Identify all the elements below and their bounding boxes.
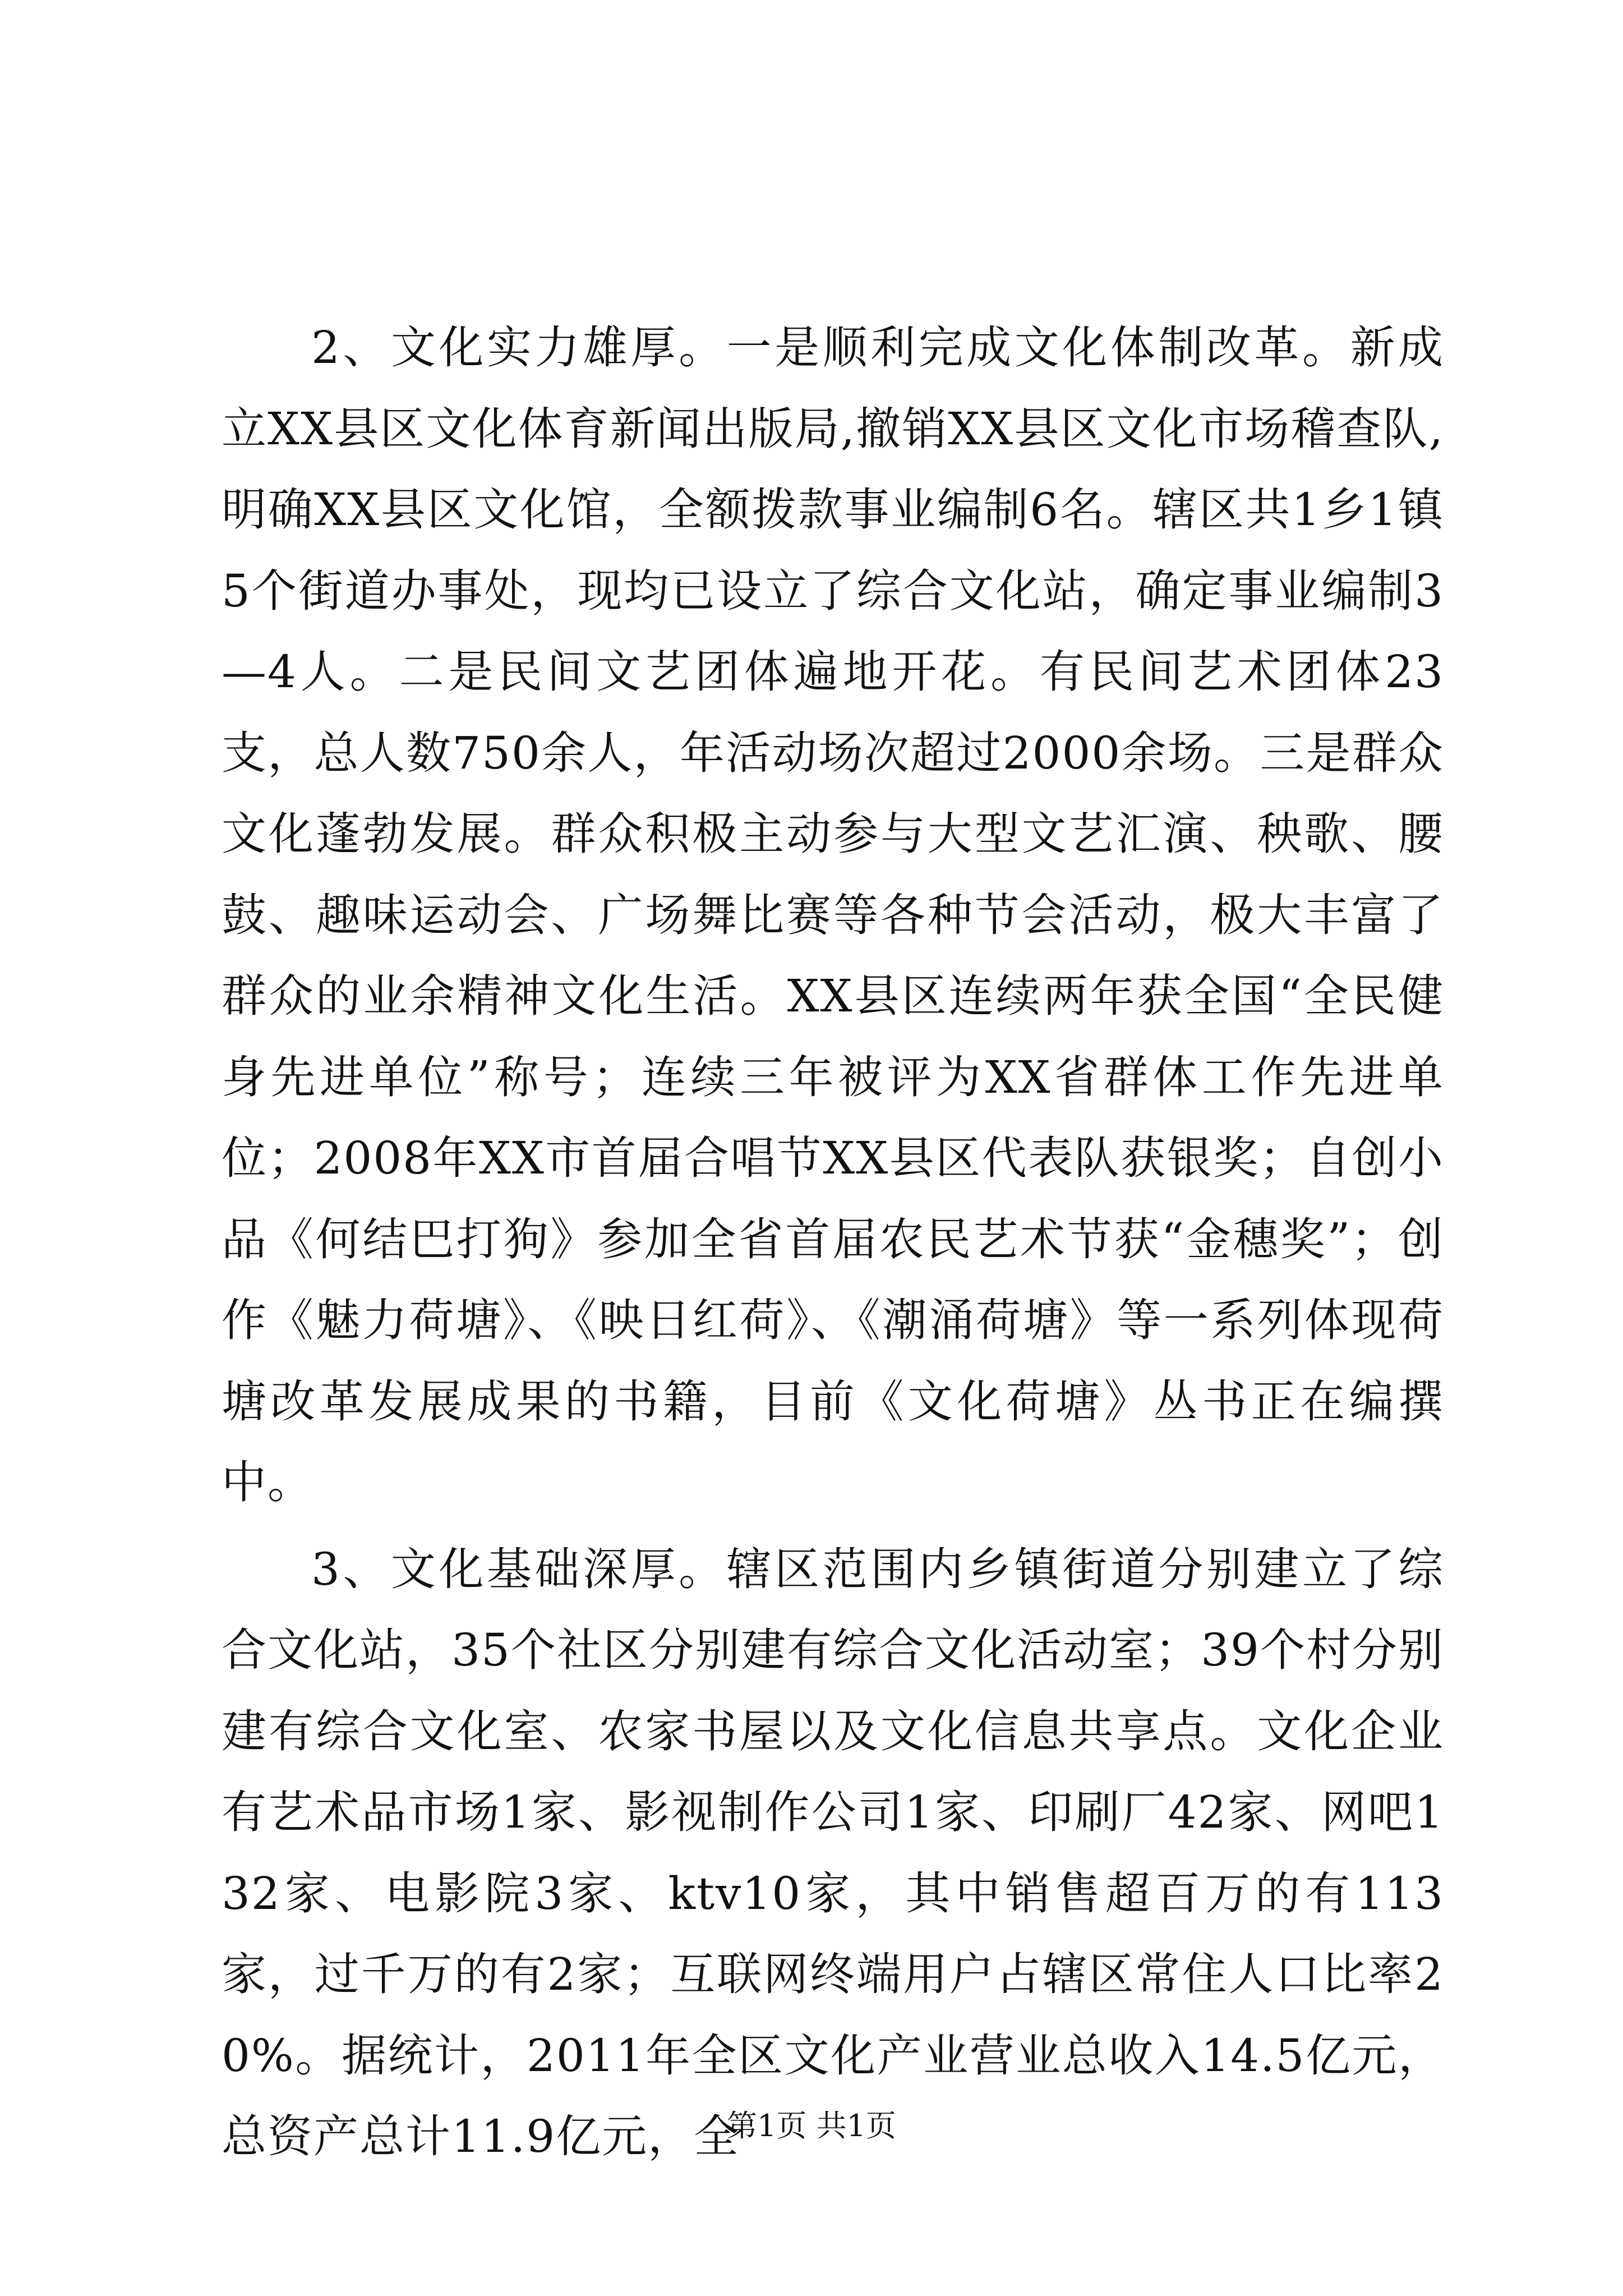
paragraph-culture-foundation: 3、文化基础深厚。辖区范围内乡镇街道分别建立了综合文化站，35个社区分别建有综合文化活动室；39个村分别建有综合文化室、农家书屋以及文化信息共享点。文化企业有艺术品市场1家、影视制作公司1家、印刷厂42家、网吧132家、电影院3家、ktv10家，其中销售超百万的有113家，过千万的有2家；互联网终端用户占辖区常住人口比率20%。据统计，2011年全区文化产业营业总收入14.5亿元，总资产总计11.9亿元，全 xyxy=(222,1543,1444,2162)
document-body xyxy=(222,307,1444,2183)
paragraph-culture-strength: 2、文化实力雄厚。一是顺利完成文化体制改革。新成立XX县区文化体育新闻出版局,撤销XX县区文化市场稽查队,明确XX县区文化馆，全额拨款事业编制6名。辖区共1乡1镇5个街道办事处，现均已设立了综合文化站，确定事业编制3—4人。二是民间文艺团体遍地开花。有民间艺术团体23支，总人数750余人，年活动场次超过2000余场。三是群众文化蓬勃发展。群众积极主动参与大型文艺汇演、秧歌、腰鼓、趣味运动会、广场舞比赛等各种节会活动，极大丰富了群众的业余精神文化生活。XX县区连续两年获全国“全民健身先进单位”称号；连续三年被评为XX省群体工作先进单位；2008年XX市首届合唱节XX县区代表队获银奖；自创小品《何结巴打狗》参加全省首届农民艺术节获“金穗奖”；创作《魅力荷塘》、《映日红荷》、《潮涌荷塘》等一系列体现荷塘改革发展成果的书籍，目前《文化荷塘》丛书正在编撰中。 xyxy=(222,321,1444,1508)
page-number: 第1页 共1页 xyxy=(727,2108,896,2143)
page-footer xyxy=(0,2106,1623,2146)
